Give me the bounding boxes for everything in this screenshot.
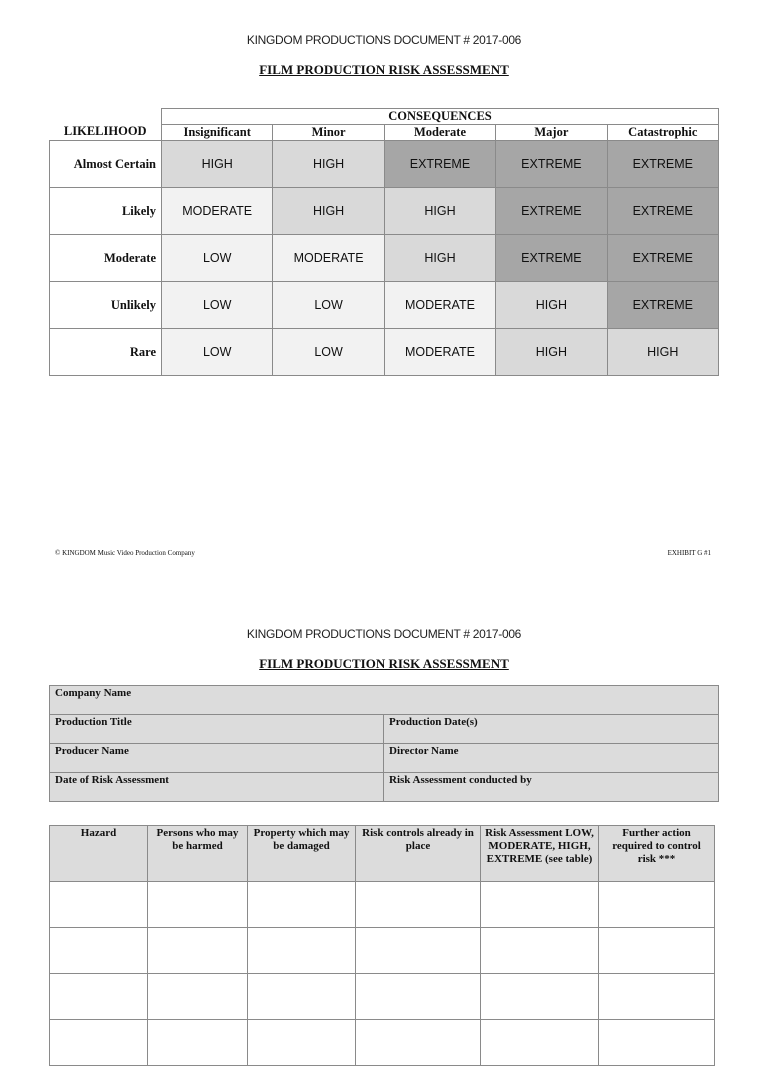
hazard-column-header: Hazard (50, 826, 148, 882)
hazard-column-header: Property which may be damaged (248, 826, 356, 882)
hazard-column-header: Risk controls already in place (356, 826, 481, 882)
hazard-cell[interactable] (148, 928, 248, 974)
hazard-cell[interactable] (481, 882, 599, 928)
risk-level-cell: MODERATE (162, 188, 273, 235)
consequence-column-header: Moderate (384, 125, 495, 141)
hazard-cell[interactable] (599, 882, 715, 928)
risk-level-cell: HIGH (162, 141, 273, 188)
document-title-2: FILM PRODUCTION RISK ASSESSMENT (259, 656, 509, 671)
hazard-row (50, 928, 715, 974)
consequence-column-header: Insignificant (162, 125, 273, 141)
hazard-cell[interactable] (356, 974, 481, 1020)
hazard-row (50, 974, 715, 1020)
risk-level-cell: HIGH (273, 141, 384, 188)
risk-level-cell: EXTREME (607, 282, 718, 329)
hazard-cell[interactable] (248, 928, 356, 974)
risk-level-cell: HIGH (273, 188, 384, 235)
risk-level-cell: HIGH (607, 329, 718, 376)
document-number: KINGDOM PRODUCTIONS DOCUMENT # 2017-006 (246, 33, 522, 47)
hazard-cell[interactable] (50, 928, 148, 974)
hazard-cell[interactable] (148, 1020, 248, 1066)
consequence-column-header: Minor (273, 125, 384, 141)
hazard-cell[interactable] (481, 928, 599, 974)
risk-level-cell: LOW (162, 235, 273, 282)
risk-level-cell: HIGH (496, 329, 607, 376)
hazard-row (50, 1020, 715, 1066)
director-name-field[interactable]: Director Name (384, 744, 719, 773)
hazard-cell[interactable] (599, 1020, 715, 1066)
risk-level-cell: MODERATE (384, 329, 495, 376)
footer-copyright: © KINGDOM Music Video Production Company (55, 549, 195, 557)
matrix-row (50, 188, 719, 235)
matrix-row (50, 329, 719, 376)
consequence-column-header: Major (496, 125, 607, 141)
risk-level-cell: HIGH (496, 282, 607, 329)
hazard-column-header: Further action required to control risk *** (599, 826, 715, 882)
hazard-cell[interactable] (50, 882, 148, 928)
assessment-date-field[interactable]: Date of Risk Assessment (50, 773, 384, 802)
hazard-cell[interactable] (248, 974, 356, 1020)
likelihood-label: Likely (50, 188, 162, 235)
matrix-row (50, 141, 719, 188)
risk-level-cell: EXTREME (496, 188, 607, 235)
hazard-cell[interactable] (356, 928, 481, 974)
likelihood-label: Unlikely (50, 282, 162, 329)
risk-level-cell: LOW (162, 282, 273, 329)
hazard-table (49, 825, 715, 1066)
likelihood-label: Almost Certain (50, 141, 162, 188)
matrix-row (50, 282, 719, 329)
hazard-cell[interactable] (50, 1020, 148, 1066)
risk-level-cell: LOW (273, 329, 384, 376)
production-title-field[interactable]: Production Title (50, 715, 384, 744)
hazard-cell[interactable] (599, 974, 715, 1020)
consequences-header: CONSEQUENCES (162, 109, 719, 125)
risk-level-cell: EXTREME (607, 235, 718, 282)
document-number-2: KINGDOM PRODUCTIONS DOCUMENT # 2017-006 (246, 627, 522, 641)
risk-level-cell: EXTREME (607, 188, 718, 235)
hazard-row (50, 882, 715, 928)
likelihood-label: Rare (50, 329, 162, 376)
hazard-cell[interactable] (481, 1020, 599, 1066)
risk-level-cell: EXTREME (496, 235, 607, 282)
hazard-cell[interactable] (148, 974, 248, 1020)
hazard-cell[interactable] (599, 928, 715, 974)
risk-level-cell: HIGH (384, 188, 495, 235)
risk-level-cell: EXTREME (384, 141, 495, 188)
likelihood-header: LIKELIHOOD (50, 109, 162, 141)
production-info-form (49, 685, 719, 802)
document-title: FILM PRODUCTION RISK ASSESSMENT (259, 62, 509, 77)
hazard-column-header: Persons who may be harmed (148, 826, 248, 882)
conducted-by-field[interactable]: Risk Assessment conducted by (384, 773, 719, 802)
risk-matrix (49, 108, 719, 376)
producer-name-field[interactable]: Producer Name (50, 744, 384, 773)
production-dates-field[interactable]: Production Date(s) (384, 715, 719, 744)
matrix-row (50, 235, 719, 282)
hazard-cell[interactable] (248, 882, 356, 928)
hazard-cell[interactable] (248, 1020, 356, 1066)
risk-level-cell: LOW (273, 282, 384, 329)
risk-level-cell: MODERATE (273, 235, 384, 282)
risk-level-cell: MODERATE (384, 282, 495, 329)
risk-level-cell: EXTREME (496, 141, 607, 188)
company-name-field[interactable]: Company Name (50, 686, 719, 715)
risk-level-cell: EXTREME (607, 141, 718, 188)
hazard-cell[interactable] (356, 882, 481, 928)
risk-level-cell: HIGH (384, 235, 495, 282)
hazard-cell[interactable] (148, 882, 248, 928)
hazard-cell[interactable] (356, 1020, 481, 1066)
risk-level-cell: LOW (162, 329, 273, 376)
hazard-column-header: Risk Assessment LOW, MODERATE, HIGH, EXTREME (see table) (481, 826, 599, 882)
hazard-cell[interactable] (50, 974, 148, 1020)
consequence-column-header: Catastrophic (607, 125, 718, 141)
footer-exhibit: EXHIBIT G #1 (667, 549, 711, 557)
likelihood-label: Moderate (50, 235, 162, 282)
hazard-cell[interactable] (481, 974, 599, 1020)
